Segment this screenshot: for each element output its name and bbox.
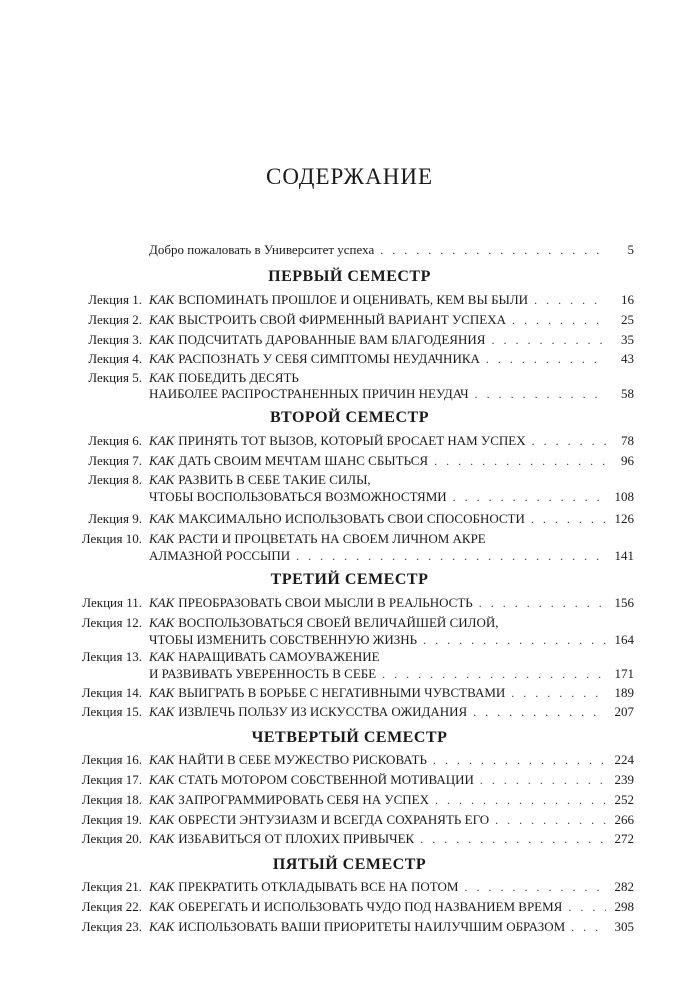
page-number: 58	[621, 386, 634, 401]
leader-dots	[382, 665, 606, 683]
entry-title	[149, 452, 428, 470]
page-title: СОДЕРЖАНИЕ	[265, 164, 433, 189]
entry-title-line2: И РАЗВИВАТЬ УВЕРЕННОСТЬ В СЕБЕ	[149, 666, 377, 681]
lecture-label: Лекция 13.	[81, 649, 142, 664]
leader-dots	[473, 703, 606, 721]
leader-dots	[433, 751, 606, 769]
entry-title	[149, 684, 505, 702]
kak-prefix: КАК	[149, 649, 175, 664]
entry-title-line1: НАРАЩИВАТЬ САМОУВАЖЕНИЕ	[178, 649, 380, 664]
lecture-label: Лекция 22.	[81, 899, 142, 914]
toc-entry-lecture-10-cont[interactable]	[149, 547, 634, 565]
entry-title	[149, 291, 528, 309]
leader-dots	[423, 631, 606, 649]
kak-prefix: КАК	[149, 595, 175, 610]
leader-dots	[435, 791, 606, 809]
entry-title-line2: НАИБОЛЕЕ РАСПРОСТРАНЕННЫХ ПРИЧИН НЕУДАЧ	[149, 386, 469, 401]
entry-title	[149, 311, 506, 329]
entry-title-line2: ЧТОБЫ ВОСПОЛЬЗОВАТЬСЯ ВОЗМОЖНОСТЯМИ	[149, 489, 447, 504]
kak-prefix: КАК	[149, 704, 175, 719]
leader-dots	[453, 488, 606, 506]
entry-title-text: ДАТЬ СВОИМ МЕЧТАМ ШАНС СБЫТЬСЯ	[178, 453, 429, 468]
page-number: 207	[614, 704, 634, 719]
toc-entry-lecture-6[interactable]	[72, 432, 634, 450]
leader-dots	[531, 510, 606, 528]
entry-title-text: МАКСИМАЛЬНО ИСПОЛЬЗОВАТЬ СВОИ СПОСОБНОСТИ	[178, 511, 525, 526]
toc-entry-lecture-8[interactable]	[72, 471, 634, 489]
lecture-label: Лекция 19.	[81, 812, 142, 827]
entry-title-text: РАСПОЗНАТЬ У СЕБЯ СИМПТОМЫ НЕУДАЧНИКА	[178, 351, 480, 366]
toc-entry-lecture-18[interactable]	[72, 791, 634, 809]
entry-title-text: ПРЕОБРАЗОВАТЬ СВОИ МЫСЛИ В РЕАЛЬНОСТЬ	[178, 595, 473, 610]
kak-prefix: КАК	[149, 511, 175, 526]
toc-entry-lecture-7[interactable]	[72, 452, 634, 470]
toc-entry-lecture-4[interactable]	[72, 350, 634, 368]
leader-dots	[480, 771, 606, 789]
lecture-label: Лекция 16.	[81, 752, 142, 767]
lecture-label: Лекция 10.	[81, 531, 142, 546]
leader-dots	[479, 594, 606, 612]
toc-entry-welcome[interactable]	[149, 241, 634, 259]
semester-heading: ТРЕТИЙ СЕМЕСТР	[270, 571, 429, 588]
entry-title	[149, 830, 414, 848]
entry-title	[149, 614, 498, 632]
page-number: 96	[621, 453, 634, 468]
leader-dots	[420, 830, 606, 848]
kak-prefix: КАК	[149, 752, 175, 767]
entry-title-line2: АЛМАЗНОЙ РОССЫПИ	[149, 548, 291, 563]
lecture-label: Лекция 1.	[88, 292, 142, 307]
entry-title-line1: РАСТИ И ПРОЦВЕТАТЬ НА СВОЕМ ЛИЧНОМ АКРЕ	[178, 531, 486, 546]
entry-title-text: ВЫСТРОИТЬ СВОЙ ФИРМЕННЫЙ ВАРИАНТ УСПЕХА	[178, 312, 506, 327]
leader-dots	[532, 432, 606, 450]
entry-title-line1: ПОБЕДИТЬ ДЕСЯТЬ	[178, 370, 299, 385]
page-number: 78	[621, 433, 634, 448]
entry-title	[149, 703, 467, 721]
kak-prefix: КАК	[149, 312, 175, 327]
lecture-label: Лекция 14.	[81, 685, 142, 700]
entry-title-text: СТАТЬ МОТОРОМ СОБСТВЕННОЙ МОТИВАЦИИ	[178, 772, 474, 787]
kak-prefix: КАК	[149, 879, 175, 894]
entry-title-line1: РАЗВИТЬ В СЕБЕ ТАКИЕ СИЛЫ,	[178, 472, 371, 487]
kak-prefix: КАК	[149, 792, 175, 807]
lecture-label: Лекция 20.	[81, 831, 142, 846]
toc-entry-lecture-13-cont[interactable]	[149, 665, 634, 683]
semester-heading: ВТОРОЙ СЕМЕСТР	[270, 409, 429, 426]
entry-title	[149, 594, 473, 612]
kak-prefix: КАК	[149, 433, 175, 448]
page-number: 189	[614, 685, 634, 700]
toc-entry-lecture-1[interactable]	[72, 291, 634, 309]
leader-dots	[534, 291, 606, 309]
toc-entry-lecture-12-cont[interactable]	[149, 631, 634, 649]
lecture-label: Лекция 5.	[88, 370, 142, 385]
page-number: 25	[621, 312, 634, 327]
toc-entry-lecture-2[interactable]	[72, 311, 634, 329]
entry-title-text: ИСПОЛЬЗОВАТЬ ВАШИ ПРИОРИТЕТЫ НАИЛУЧШИМ ОБРАЗОМ	[178, 919, 566, 934]
kak-prefix: КАК	[149, 370, 175, 385]
lecture-label: Лекция 8.	[88, 472, 142, 487]
semester-heading: ПЕРВЫЙ СЕМЕСТР	[268, 268, 431, 285]
toc-entry-lecture-23[interactable]	[72, 918, 634, 936]
kak-prefix: КАК	[149, 685, 175, 700]
kak-prefix: КАК	[149, 453, 175, 468]
lecture-label: Лекция 12.	[81, 615, 142, 630]
page-number: 43	[621, 351, 634, 366]
entry-title-text: ЗАПРОГРАММИРОВАТЬ СЕБЯ НА УСПЕХ	[178, 792, 429, 807]
lecture-label: Лекция 21.	[81, 879, 142, 894]
lecture-label: Лекция 2.	[88, 312, 142, 327]
toc-entry-lecture-17[interactable]	[72, 771, 634, 789]
page-number: 239	[614, 772, 634, 787]
entry-title	[149, 771, 474, 789]
lecture-label: Лекция 17.	[81, 772, 142, 787]
entry-title-text: ИЗВЛЕЧЬ ПОЛЬЗУ ИЗ ИСКУССТВА ОЖИДАНИЯ	[178, 704, 468, 719]
page-number: 156	[614, 595, 634, 610]
entry-title-line1: ВОСПОЛЬЗОВАТЬСЯ СВОЕЙ ВЕЛИЧАЙШЕЙ СИЛОЙ,	[178, 615, 499, 630]
kak-prefix: КАК	[149, 472, 175, 487]
kak-prefix: КАК	[149, 332, 175, 347]
page-number: 5	[627, 242, 634, 257]
kak-prefix: КАК	[149, 772, 175, 787]
semester-heading: ЧЕТВЕРТЫЙ СЕМЕСТР	[251, 729, 448, 746]
entry-title	[149, 471, 371, 489]
entry-title-text: ПРЕКРАТИТЬ ОТКЛАДЫВАТЬ ВСЕ НА ПОТОМ	[178, 879, 459, 894]
entry-title	[149, 898, 562, 916]
page-number: 126	[614, 511, 634, 526]
entry-title-text: ОБРЕСТИ ЭНТУЗИАЗМ И ВСЕГДА СОХРАНЯТЬ ЕГО	[178, 812, 490, 827]
entry-title-text: НАЙТИ В СЕБЕ МУЖЕСТВО РИСКОВАТЬ	[178, 752, 427, 767]
leader-dots	[464, 878, 606, 896]
page-number: 298	[614, 899, 634, 914]
entry-title	[149, 751, 427, 769]
semester-heading: ПЯТЫЙ СЕМЕСТР	[272, 856, 427, 873]
toc-entry-lecture-20[interactable]	[72, 830, 634, 848]
entry-title	[149, 878, 458, 896]
leader-dots	[475, 385, 606, 403]
entry-title-text: ПОДСЧИТАТЬ ДАРОВАННЫЕ ВАМ БЛАГОДЕЯНИЯ	[178, 332, 486, 347]
toc-entry-lecture-13[interactable]	[72, 648, 634, 666]
page-number: 141	[614, 548, 634, 563]
kak-prefix: КАК	[149, 615, 175, 630]
entry-title	[149, 648, 380, 666]
toc-entry-lecture-21[interactable]	[72, 878, 634, 896]
toc-entry-lecture-16[interactable]	[72, 751, 634, 769]
kak-prefix: КАК	[149, 292, 175, 307]
leader-dots	[486, 350, 606, 368]
lecture-label: Лекция 9.	[88, 511, 142, 526]
page-number: 305	[614, 919, 634, 934]
page-number: 164	[614, 632, 634, 647]
leader-dots	[380, 241, 606, 259]
leader-dots	[571, 918, 606, 936]
entry-title-text: ИЗБАВИТЬСЯ ОТ ПЛОХИХ ПРИВЫЧЕК	[178, 831, 415, 846]
lecture-label: Лекция 15.	[81, 704, 142, 719]
lecture-label: Лекция 6.	[88, 433, 142, 448]
toc-entry-lecture-10[interactable]	[72, 530, 634, 548]
toc-entry-lecture-3[interactable]	[72, 331, 634, 349]
leader-dots	[512, 311, 606, 329]
entry-title-text: ВЫИГРАТЬ В БОРЬБЕ С НЕГАТИВНЫМИ ЧУВСТВАМИ	[178, 685, 506, 700]
entry-title	[149, 350, 480, 368]
kak-prefix: КАК	[149, 831, 175, 846]
lecture-label: Лекция 7.	[88, 453, 142, 468]
page-number: 35	[621, 332, 634, 347]
page-number: 16	[621, 292, 634, 307]
page-number: 282	[614, 879, 634, 894]
toc-entry-lecture-22[interactable]	[72, 898, 634, 916]
toc-entry-lecture-8-cont[interactable]	[149, 488, 634, 506]
entry-title-text: ПРИНЯТЬ ТОТ ВЫЗОВ, КОТОРЫЙ БРОСАЕТ НАМ УСПЕХ	[178, 433, 526, 448]
lecture-label: Лекция 11.	[82, 595, 142, 610]
entry-title-line2: ЧТОБЫ ИЗМЕНИТЬ СОБСТВЕННУЮ ЖИЗНЬ	[149, 632, 418, 647]
entry-title	[149, 811, 489, 829]
kak-prefix: КАК	[149, 812, 175, 827]
lecture-label: Лекция 3.	[88, 332, 142, 347]
lecture-label: Лекция 23.	[81, 919, 142, 934]
entry-title	[149, 510, 525, 528]
entry-title	[149, 791, 429, 809]
kak-prefix: КАК	[149, 899, 175, 914]
toc-entry-lecture-15[interactable]	[72, 703, 634, 721]
toc-entry-lecture-11[interactable]	[72, 594, 634, 612]
toc-entry-lecture-9[interactable]	[72, 510, 634, 528]
lecture-label: Лекция 18.	[81, 792, 142, 807]
page-number: 224	[614, 752, 634, 767]
entry-title	[149, 432, 526, 450]
toc-entry-lecture-5-cont[interactable]	[149, 385, 634, 403]
toc-entry-lecture-14[interactable]	[72, 684, 634, 702]
entry-title	[149, 331, 485, 349]
leader-dots	[434, 452, 606, 470]
leader-dots	[511, 684, 606, 702]
leader-dots	[568, 898, 606, 916]
lecture-label: Лекция 4.	[88, 351, 142, 366]
entry-title	[149, 530, 486, 548]
page-number: 272	[614, 831, 634, 846]
kak-prefix: КАК	[149, 919, 175, 934]
entry-title	[149, 918, 565, 936]
page-number: 252	[614, 792, 634, 807]
toc-entry-lecture-19[interactable]	[72, 811, 634, 829]
entry-title-text: ОБЕРЕГАТЬ И ИСПОЛЬЗОВАТЬ ЧУДО ПОД НАЗВАНИЕМ ВРЕМЯ	[178, 899, 563, 914]
entry-title: Добро пожаловать в Университет успеха	[149, 242, 375, 257]
kak-prefix: КАК	[149, 531, 175, 546]
entry-title-text: ВСПОМИНАТЬ ПРОШЛОЕ И ОЦЕНИВАТЬ, КЕМ ВЫ БЫЛИ	[178, 292, 529, 307]
leader-dots	[495, 811, 606, 829]
leader-dots	[491, 331, 606, 349]
kak-prefix: КАК	[149, 351, 175, 366]
leader-dots	[296, 547, 606, 565]
toc-entry-lecture-12[interactable]	[72, 614, 634, 632]
page-number: 108	[614, 489, 634, 504]
page-number: 266	[614, 812, 634, 827]
page-number: 171	[614, 666, 634, 681]
